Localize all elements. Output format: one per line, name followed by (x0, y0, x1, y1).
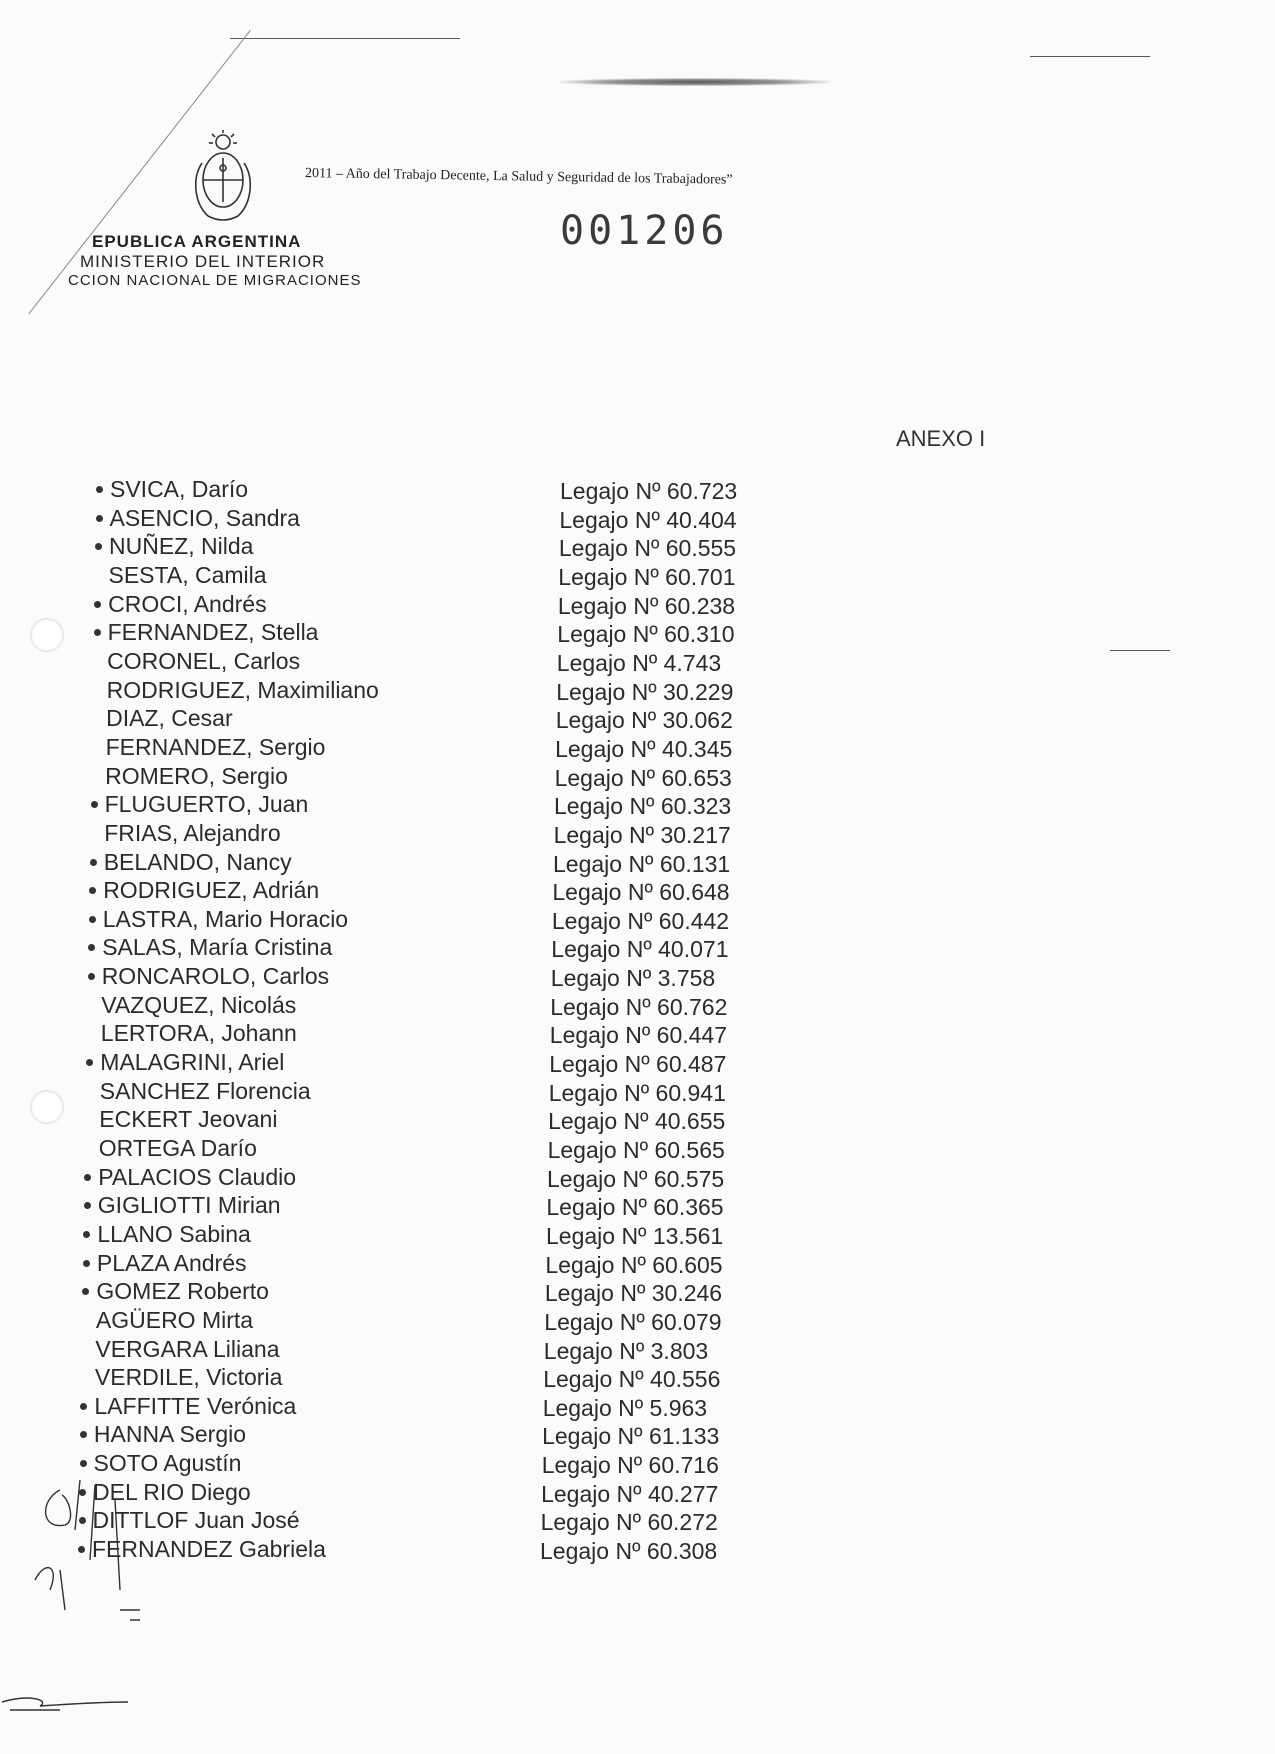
legajo-number (545, 1280, 722, 1307)
employee-name: VAZQUEZ, Nicolás (101, 991, 297, 1018)
letterhead-ministry: MINISTERIO DEL INTERIOR (80, 252, 326, 271)
legajo-value: 60.941 (655, 1079, 726, 1106)
legajo-prefix: Legajo Nº (544, 1308, 645, 1335)
legajo-number (559, 535, 736, 562)
legajo-number (546, 1194, 723, 1221)
list-item (98, 1192, 798, 1220)
legajo-prefix: Legajo Nº (553, 821, 655, 848)
list-item (110, 505, 810, 533)
legajo-value: 3.803 (650, 1337, 709, 1364)
bullet-mark (80, 1460, 87, 1467)
legajo-number (560, 478, 737, 505)
legajo-prefix: Legajo Nº (556, 678, 657, 705)
list-item (99, 1135, 799, 1163)
legajo-value: 60.565 (654, 1136, 725, 1163)
legajo-number (556, 707, 733, 734)
bullet-mark (90, 859, 97, 866)
bullet-mark (94, 629, 101, 636)
employee-name: BELANDO, Nancy (103, 848, 292, 875)
list-item (101, 1020, 801, 1048)
employee-name: RODRIGUEZ, Maximiliano (106, 676, 379, 703)
legajo-value: 60.653 (661, 764, 732, 791)
employee-name: FERNANDEZ, Stella (107, 619, 319, 646)
legajo-number (547, 1166, 724, 1193)
legajo-value: 60.272 (647, 1509, 718, 1536)
list-item (103, 906, 803, 934)
legajo-number (550, 1022, 727, 1049)
list-item (104, 849, 804, 877)
employee-name: FRIAS, Alejandro (104, 819, 281, 846)
legajo-value: 60.310 (664, 621, 735, 648)
legajo-value: 30.229 (663, 678, 734, 705)
legajo-prefix: Legajo Nº (549, 1051, 650, 1077)
legajo-number (545, 1252, 722, 1279)
legajo-value: 13.561 (652, 1222, 724, 1249)
list-item (96, 1307, 796, 1335)
legajo-prefix: Legajo Nº (558, 564, 659, 590)
list-item (97, 1250, 797, 1278)
list-item (94, 1450, 794, 1478)
bullet-mark (89, 887, 96, 894)
legajo-value: 60.308 (646, 1538, 718, 1564)
legajo-prefix: Legajo Nº (548, 1079, 650, 1106)
employee-name: NUÑEZ, Nilda (109, 533, 254, 560)
list-item (106, 734, 806, 762)
employee-name: DITTLOF Juan José (92, 1507, 300, 1534)
employee-name: FLUGUERTO, Juan (104, 791, 309, 818)
employee-name: GIGLIOTTI Mirian (97, 1192, 281, 1219)
annex-title: ANEXO I (896, 426, 986, 451)
legajo-prefix: Legajo Nº (550, 965, 652, 991)
employee-name: RONCAROLO, Carlos (101, 963, 330, 989)
legajo-prefix: Legajo Nº (541, 1452, 643, 1479)
list-item (100, 1078, 800, 1106)
legajo-prefix: Legajo Nº (552, 879, 653, 906)
employee-name: DIAZ, Cesar (106, 705, 233, 732)
legajo-prefix: Legajo Nº (560, 478, 661, 504)
legajo-number (559, 507, 736, 534)
legajo-prefix: Legajo Nº (555, 707, 657, 734)
legajo-number (550, 994, 727, 1021)
legajo-value: 60.365 (653, 1194, 724, 1221)
employee-name: DEL RIO Diego (93, 1478, 251, 1505)
legajo-value: 60.605 (652, 1251, 723, 1278)
bullet-mark (84, 1202, 91, 1209)
legajo-value: 60.762 (657, 993, 728, 1020)
list-item (109, 533, 809, 561)
legajo-value: 60.648 (659, 879, 730, 906)
legajo-prefix: Legajo Nº (545, 1222, 647, 1249)
legajo-number (548, 1137, 725, 1164)
legajo-prefix: Legajo Nº (550, 993, 651, 1020)
bullet-mark (83, 1260, 90, 1267)
employee-name: LASTRA, Mario Horacio (102, 905, 349, 932)
legajo-value: 60.131 (659, 850, 731, 877)
legajo-value: 60.555 (665, 535, 737, 562)
employee-name: SESTA, Camila (108, 562, 267, 588)
legajo-number (544, 1309, 721, 1336)
list-item (109, 562, 809, 590)
bullet-mark (88, 973, 95, 980)
legajo-number (546, 1223, 723, 1250)
bullet-mark (89, 916, 96, 923)
bullet-mark (86, 1059, 93, 1066)
employee-name: LERTORA, Johann (100, 1020, 297, 1047)
list-item (104, 820, 804, 848)
legajo-prefix: Legajo Nº (557, 592, 659, 619)
legajo-value: 40.071 (658, 936, 729, 963)
legajo-value: 60.575 (653, 1165, 725, 1192)
list-item (101, 992, 801, 1020)
legajo-value: 60.447 (656, 1022, 728, 1049)
list-item (100, 1049, 800, 1077)
folio-number-stamp: 001206 (560, 208, 729, 254)
legajo-number (541, 1509, 718, 1536)
list-item (102, 963, 802, 991)
bullet-mark (84, 1174, 91, 1181)
legajo-prefix: Legajo Nº (548, 1108, 649, 1135)
legajo-prefix: Legajo Nº (555, 735, 656, 762)
legajo-value: 60.716 (648, 1452, 719, 1479)
legajo-prefix: Legajo Nº (551, 936, 652, 963)
list-item (95, 1364, 795, 1392)
legajo-prefix: Legajo Nº (553, 793, 655, 820)
legajo-prefix: Legajo Nº (545, 1251, 646, 1278)
list-item (105, 791, 805, 819)
legajo-prefix: Legajo Nº (540, 1538, 641, 1564)
legajo-prefix: Legajo Nº (556, 649, 658, 676)
list-item (108, 619, 808, 647)
employee-name: GOMEZ Roberto (96, 1278, 269, 1305)
bullet-mark (83, 1231, 90, 1238)
employee-name: CROCI, Andrés (108, 590, 267, 617)
legajo-number (555, 765, 732, 792)
list-item (94, 1421, 794, 1449)
legajo-prefix: Legajo Nº (540, 1509, 642, 1536)
employee-name: SANCHEZ Florencia (99, 1077, 311, 1104)
legajo-value: 30.062 (662, 707, 733, 734)
legajo-value: 40.556 (650, 1366, 721, 1393)
legajo-number (554, 793, 731, 820)
employee-name: LLANO Sabina (97, 1220, 251, 1247)
list-item (92, 1536, 792, 1564)
legajo-number (557, 621, 734, 648)
legajo-number (552, 879, 729, 906)
legajo-prefix: Legajo Nº (546, 1194, 647, 1221)
employee-name: FERNANDEZ Gabriela (92, 1536, 326, 1562)
list-item (98, 1164, 798, 1192)
legajo-value: 40.277 (647, 1480, 719, 1507)
legajo-number (557, 650, 721, 677)
list-item (108, 591, 808, 619)
employee-name: ASENCIO, Sandra (109, 504, 300, 531)
legajo-prefix: Legajo Nº (541, 1480, 642, 1507)
list-item (105, 763, 805, 791)
legajo-number (540, 1538, 717, 1565)
employee-name: FERNANDEZ, Sergio (105, 733, 326, 760)
list-item (99, 1106, 799, 1134)
employee-name: HANNA Sergio (93, 1421, 247, 1448)
legajo-prefix: Legajo Nº (559, 506, 660, 533)
employee-name: SALAS, María Cristina (102, 934, 333, 961)
legajo-number (552, 908, 729, 935)
legajo-value: 40.655 (654, 1108, 726, 1135)
bullet-mark (88, 944, 95, 951)
legajo-value: 30.246 (651, 1280, 723, 1307)
legajo-prefix: Legajo Nº (543, 1337, 645, 1364)
legajo-prefix: Legajo Nº (547, 1136, 649, 1163)
list-item (110, 476, 810, 504)
list-item (94, 1393, 794, 1421)
legajo-prefix: Legajo Nº (549, 1022, 651, 1049)
legajo-number (543, 1395, 707, 1422)
bullet-mark (96, 486, 103, 493)
legajo-number (542, 1452, 719, 1479)
legajo-number (555, 736, 732, 763)
legajo-prefix: Legajo Nº (546, 1165, 648, 1192)
bullet-mark (80, 1403, 87, 1410)
legajo-number (553, 851, 730, 878)
legajo-value: 60.442 (658, 907, 730, 934)
list-item (107, 677, 807, 705)
legajo-value: 60.079 (651, 1308, 722, 1335)
legajo-prefix: Legajo Nº (543, 1366, 644, 1393)
employee-name: CORONEL, Carlos (107, 647, 301, 674)
list-item (97, 1221, 797, 1249)
legajo-prefix: Legajo Nº (551, 907, 653, 934)
legajo-value: 60.238 (664, 592, 736, 619)
employee-name: RODRIGUEZ, Adrián (103, 877, 320, 904)
bullet-mark (91, 801, 98, 808)
legajo-value: 60.323 (660, 793, 732, 820)
list-item (93, 1507, 793, 1535)
legajo-prefix: Legajo Nº (557, 621, 658, 648)
legajo-value: 60.701 (665, 564, 736, 590)
employee-name: VERGARA Liliana (95, 1335, 280, 1362)
legajo-prefix: Legajo Nº (558, 535, 660, 562)
employee-name: PALACIOS Claudio (98, 1163, 297, 1190)
list-item (102, 934, 802, 962)
letterhead-country: EPUBLICA ARGENTINA (92, 232, 302, 251)
legajo-value: 40.404 (666, 506, 737, 533)
employee-name: SOTO Agustín (93, 1450, 242, 1477)
legajo-value: 61.133 (648, 1423, 720, 1450)
legajo-number (551, 965, 715, 992)
legajo-number (554, 822, 731, 849)
legajo-number (541, 1481, 718, 1508)
employee-name: MALAGRINI, Ariel (100, 1049, 285, 1075)
legajo-number (551, 936, 728, 963)
list-item (95, 1336, 795, 1364)
legajo-prefix: Legajo Nº (554, 764, 656, 791)
legajo-value: 60.487 (656, 1051, 727, 1077)
legajo-number (543, 1366, 720, 1393)
list-item (107, 648, 807, 676)
legajo-prefix: Legajo Nº (552, 850, 654, 877)
bullet-mark (95, 543, 102, 550)
legajo-number (548, 1108, 725, 1135)
employee-name: SVICA, Darío (110, 476, 249, 502)
employee-name: PLAZA Andrés (96, 1249, 247, 1276)
employee-name: ORTEGA Darío (98, 1134, 257, 1161)
legajo-number (542, 1423, 719, 1450)
bullet-mark (82, 1288, 89, 1295)
legajo-prefix: Legajo Nº (542, 1423, 643, 1450)
legajo-number (549, 1080, 726, 1107)
employee-name: ROMERO, Sergio (105, 762, 288, 789)
legajo-number (558, 593, 735, 620)
legajo-prefix: Legajo Nº (544, 1280, 646, 1307)
legajo-value: 5.963 (649, 1394, 708, 1421)
legajo-number (558, 564, 735, 591)
list-item (96, 1278, 796, 1306)
legajo-value: 4.743 (663, 649, 722, 676)
motto-line: 2011 – Año del Trabajo Decente, La Salud y Seguridad de los Trabajadores” (304, 166, 733, 188)
list-item (106, 705, 806, 733)
legajo-number (549, 1051, 726, 1078)
legajo-prefix: Legajo Nº (542, 1394, 644, 1421)
bullet-mark (80, 1431, 87, 1438)
legajo-value: 60.723 (666, 478, 738, 504)
legajo-value: 30.217 (660, 821, 731, 848)
bullet-mark (94, 601, 101, 608)
legajo-number (556, 679, 733, 706)
employee-name: LAFFITTE Verónica (94, 1392, 297, 1419)
handwritten-mark (20, 1470, 140, 1670)
bullet-mark (96, 515, 103, 522)
employee-name: ECKERT Jeovani (99, 1106, 278, 1133)
letterhead-directorate: CCION NACIONAL DE MIGRACIONES (68, 272, 362, 289)
legajo-value: 40.345 (661, 735, 733, 762)
legajo-number (544, 1338, 708, 1365)
handwritten-mark (0, 1690, 140, 1720)
legajo-value: 3.758 (657, 965, 716, 991)
employee-name: VERDILE, Victoria (94, 1364, 283, 1391)
list-item (93, 1479, 793, 1507)
employee-name: AGÜERO Mirta (95, 1306, 254, 1333)
list-item (103, 877, 803, 905)
